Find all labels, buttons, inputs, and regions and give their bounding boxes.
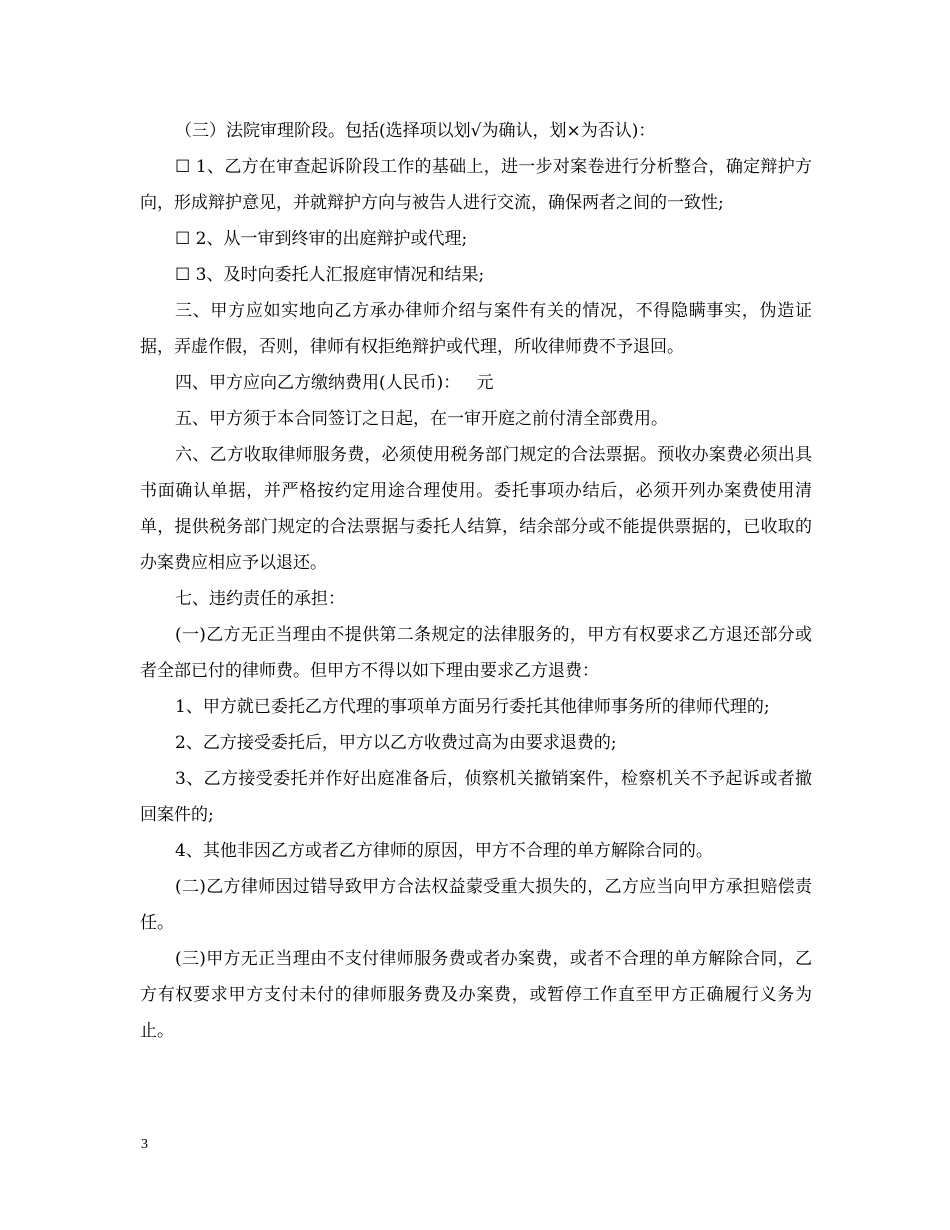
- paragraph-breach-one: (一)乙方无正当理由不提供第二条规定的法律服务的，甲方有权要求乙方退还部分或者全部已付的律师费。但甲方不得以如下理由要求乙方退费：: [140, 625, 812, 681]
- page-number: 3: [141, 1137, 148, 1152]
- document-body: [140, 113, 812, 1049]
- paragraph-breach-two: (二)乙方律师因过错导致甲方合法权益蒙受重大损失的，乙方应当向甲方承担赔偿责任。: [140, 877, 812, 933]
- list-item-refund-exception-2: 2、乙方接受委托后，甲方以乙方收费过高为由要求退费的;: [175, 733, 617, 753]
- paragraph-breach-three: (三)甲方无正当理由不支付律师服务费或者办案费，或者不合理的单方解除合同，乙方有权要求甲方支付未付的律师服务费及办案费，或暂停工作直至甲方正确履行义务为止。: [140, 949, 812, 1041]
- list-item-refund-exception-1: 1、甲方就已委托乙方代理的事项单方面另行委托其他律师事务所的律师代理的;: [175, 697, 770, 717]
- list-item-refund-exception-4: 4、其他非因乙方或者乙方律师的原因，甲方不合理的单方解除合同的。: [175, 841, 713, 861]
- checkbox-item-court-appearance: ☐ 2、从一审到终审的出庭辩护或代理;: [175, 229, 468, 249]
- paragraph-clause-three: 三、甲方应如实地向乙方承办律师介绍与案件有关的情况，不得隐瞒事实，伪造证据，弄虚作假，否则，律师有权拒绝辩护或代理，所收律师费不予退回。: [140, 301, 812, 357]
- paragraph-clause-six: 六、乙方收取律师服务费，必须使用税务部门规定的合法票据。预收办案费必须出具书面确认单据，并严格按约定用途合理使用。委托事项办结后，必须开列办案费使用清单，提供税务部门规定的合法票据与委托人结算，结余部分或不能提供票据的，已收取的办案费应相应予以退还。: [140, 445, 812, 573]
- checkbox-item-defense-direction: ☐ 1、乙方在审查起诉阶段工作的基础上，进一步对案卷进行分析整合，确定辩护方向，形成辩护意见，并就辩护方向与被告人进行交流，确保两者之间的一致性;: [140, 157, 812, 213]
- paragraph-clause-seven-heading: 七、违约责任的承担：: [175, 589, 345, 609]
- list-item-refund-exception-3: 3、乙方接受委托并作好出庭准备后，侦察机关撤销案件，检察机关不予起诉或者撤回案件的;: [140, 769, 812, 825]
- paragraph-court-trial-stage: （三）法院审理阶段。包括(选择项以划√为确认，划×为否认)：: [175, 121, 656, 141]
- checkbox-item-report-to-client: ☐ 3、及时向委托人汇报庭审情况和结果;: [175, 265, 485, 285]
- paragraph-clause-five: 五、甲方须于本合同签订之日起，在一审开庭之前付清全部费用。: [175, 409, 668, 429]
- paragraph-clause-four-fee: 四、甲方应向乙方缴纳费用(人民币)： 元: [175, 373, 494, 393]
